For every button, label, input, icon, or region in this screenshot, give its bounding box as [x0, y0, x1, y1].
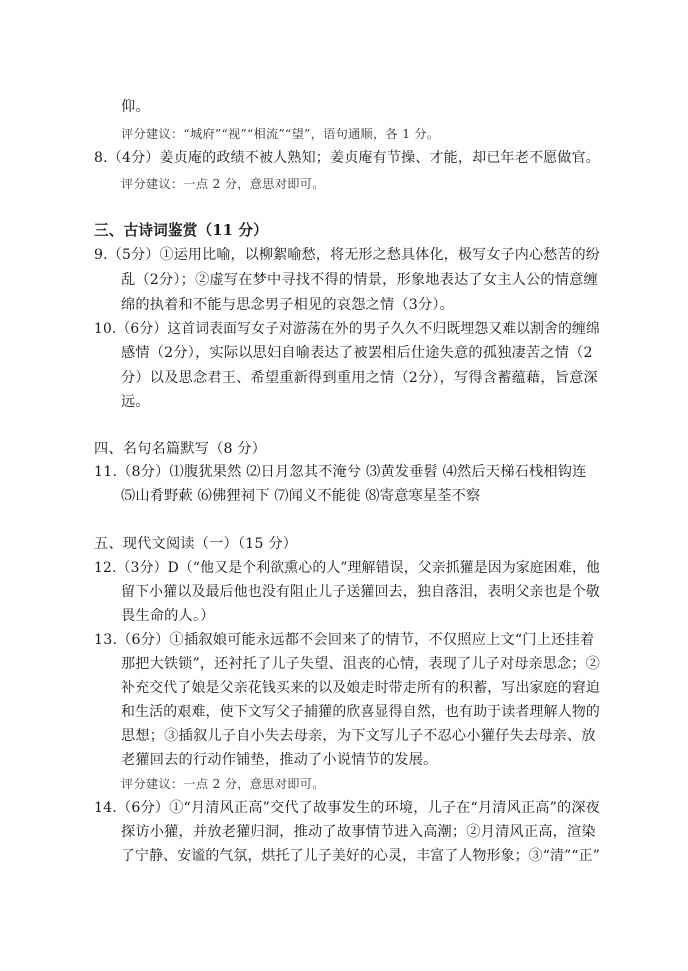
scoring-note-13: 评分建议：一点 2 分，意思对即可。	[121, 777, 325, 791]
answer-9-line-3: 绵的执着和不能与思念男子相见的哀怨之情（3分）。	[121, 297, 455, 313]
answer-14-line-3: 了宁静、安谧的气氛，烘托了儿子美好的心灵，丰富了人物形象；③“清”“正”	[121, 848, 600, 864]
answer-14-line-2: 探访小獾，并放老獾归洞，推动了故事情节进入高潮；②月清风正高，渲染	[121, 824, 596, 840]
answer-13-line-6: 老獾回去的行动作铺垫，推动了小说情节的发展。	[121, 752, 438, 768]
answer-13-line-1: 13.（6分）①插叙娘可能永远都不会回来了的情节，不仅照应上文“门上还挂着	[94, 632, 595, 648]
answer-13-line-2: 那把大铁锁”，还衬托了儿子失望、沮丧的心情，表现了儿子对母亲思念；②	[121, 656, 601, 672]
section-heading-3: 三、古诗词鉴赏（11 分）	[94, 222, 268, 239]
answer-12-line-2: 留下小獾以及最后他也没有阻止儿子送獾回去，独自落泪，表明父亲也是个敬	[121, 584, 601, 600]
answer-13-line-3: 补充交代了娘是父亲花钱买来的以及娘走时带走所有的积蓄，写出家庭的窘迫	[121, 680, 601, 696]
answer-12-line-3: 畏生命的人。）	[121, 608, 215, 624]
section-heading-5: 五、现代文阅读（一）（15 分）	[94, 536, 298, 552]
answer-9-line-1: 9.（5分）①运用比喻，以柳絮喻愁，将无形之愁具体化，极写女子内心愁苦的纷	[94, 247, 600, 263]
scoring-note-7: 评分建议：“城府”“视”“相流”“望”，语句通顺，各 1 分。	[121, 127, 440, 141]
answer-8: 8.（4分）姜贞庵的政绩不被人熟知；姜贞庵有节操、才能，却已年老不愿做官。	[94, 150, 600, 166]
answer-13-line-4: 和生活的艰难，使下文写父子捕獾的欣喜显得自然，也有助于读者理解人物的	[121, 704, 601, 720]
answer-12-line-1: 12.（3分）D（“他又是个利欲熏心的人”理解错误，父亲抓獾是因为家庭困难，他	[94, 560, 600, 576]
answer-10-line-3: 分）以及思念君王、希望重新得到重用之情（2分），写得含蓄蕴藉，旨意深	[121, 370, 598, 386]
answer-10-line-2: 感情（2分），实际以思妇自喻表达了被罢相后仕途失意的孤独凄苦之情（2	[121, 345, 593, 361]
answer-10-line-4: 远。	[121, 394, 150, 410]
answer-11-line-1: 11.（8分）⑴腹犹果然 ⑵日月忽其不淹兮 ⑶黄发垂髫 ⑷然后天梯石栈相钩连	[94, 464, 587, 480]
answer-13-line-5: 思想；③插叙儿子自小失去母亲，为下文写儿子不忍心小獾仔失去母亲、放	[121, 728, 596, 744]
section-heading-4: 四、名句名篇默写（8 分）	[94, 441, 267, 457]
scoring-note-8: 评分建议：一点 2 分，意思对即可。	[121, 177, 325, 191]
answer-11-line-2: ⑸山肴野蔌 ⑹佛狸祠下 ⑺闻义不能徙 ⑻寄意寒星荃不察	[121, 488, 481, 504]
answer-10-line-1: 10.（6分）这首词表面写女子对游荡在外的男子久久不归既埋怨又难以割舍的缠绵	[94, 321, 600, 337]
answer-7-continuation: 仰。	[121, 99, 150, 115]
answer-9-line-2: 乱（2分）；②虚写在梦中寻找不得的情景，形象地表达了女主人公的情意缠	[121, 272, 598, 288]
answer-14-line-1: 14.（6分）①“月清风正高”交代了故事发生的环境，儿子在“月清风正高”的深夜	[94, 800, 600, 816]
